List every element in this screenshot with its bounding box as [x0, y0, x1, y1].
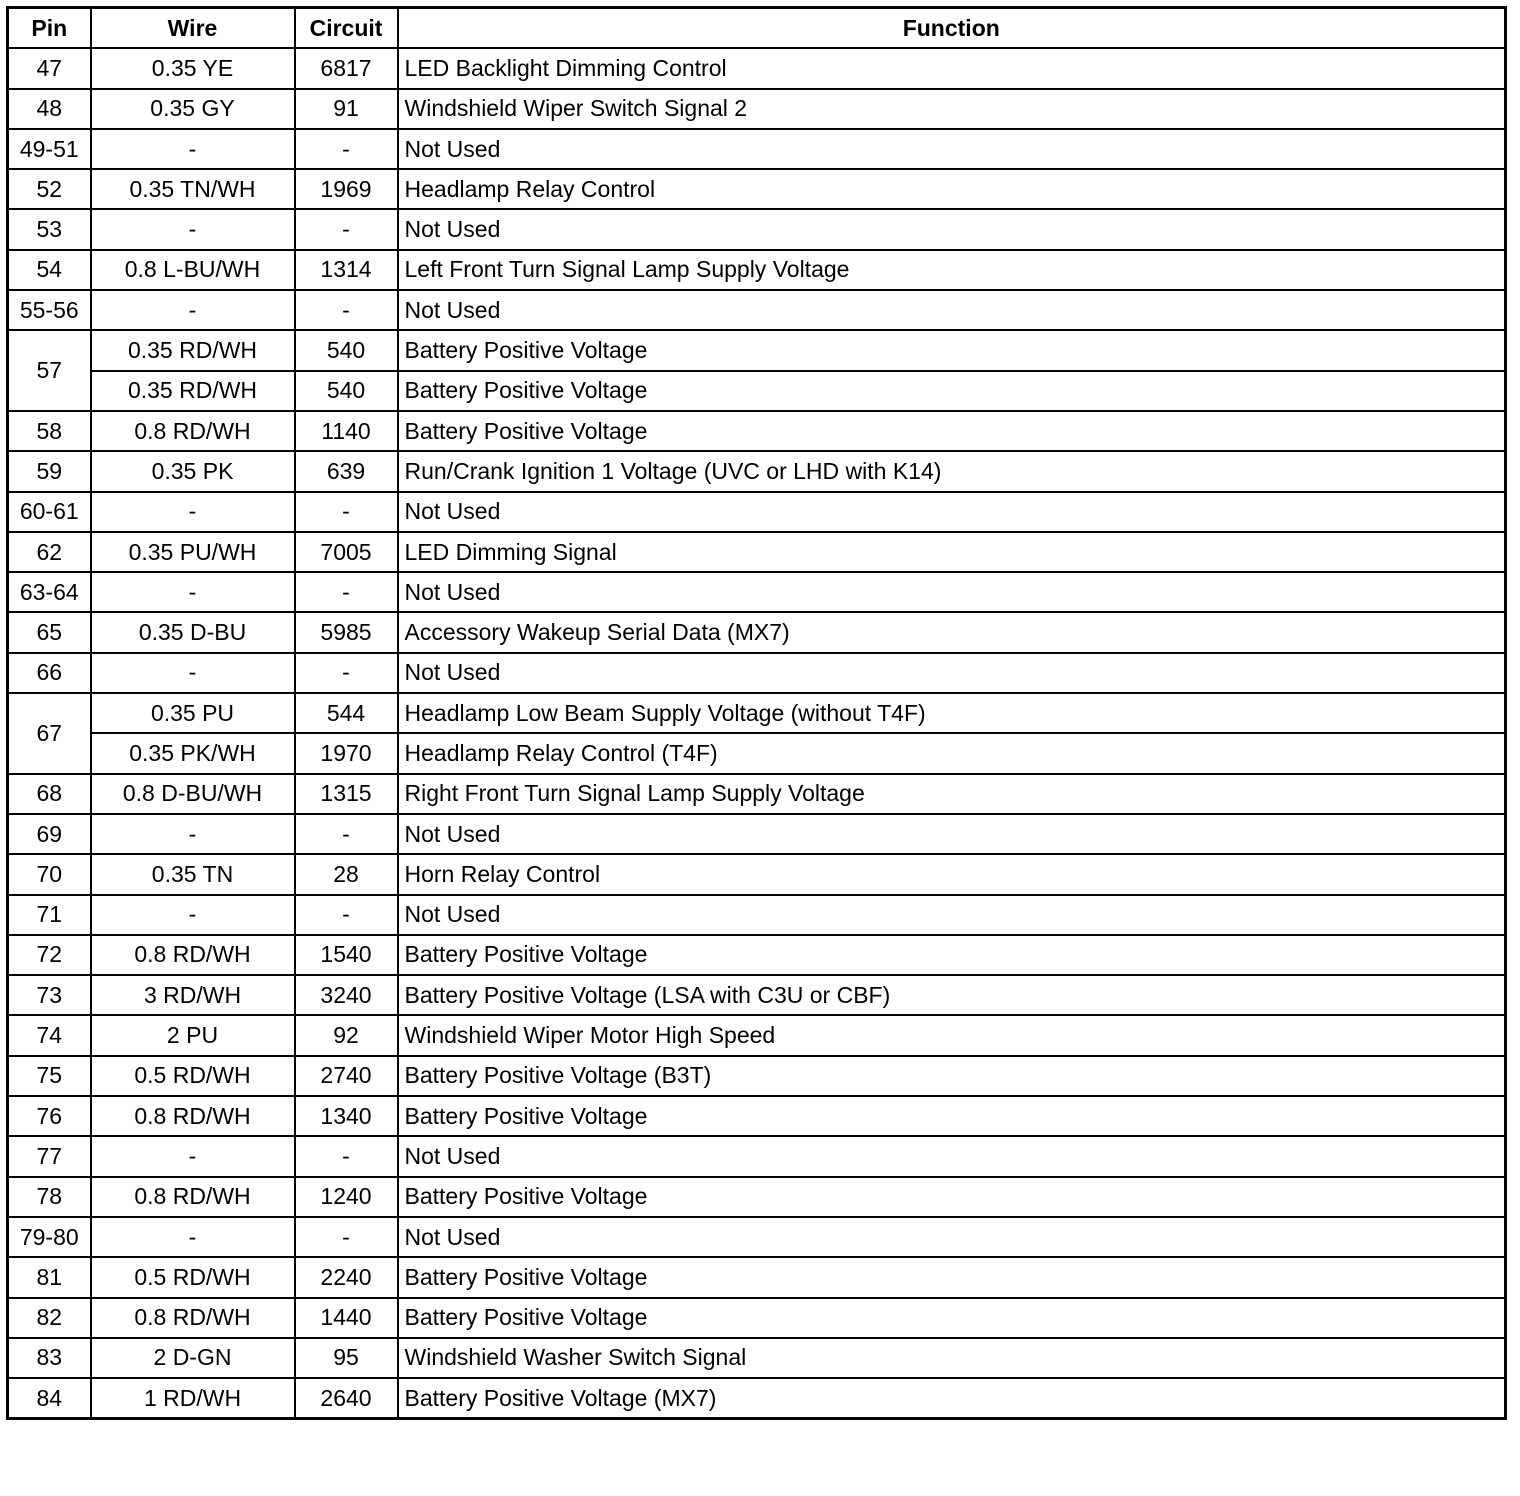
- wire-cell: 0.8 RD/WH: [91, 411, 295, 451]
- pin-cell: 49-51: [8, 129, 91, 169]
- function-cell: Not Used: [398, 209, 1506, 249]
- function-cell: Not Used: [398, 653, 1506, 693]
- wire-cell: -: [91, 1136, 295, 1176]
- circuit-cell: 7005: [295, 532, 398, 572]
- wire-cell: 0.8 L-BU/WH: [91, 250, 295, 290]
- circuit-cell: 28: [295, 854, 398, 894]
- function-cell: Windshield Wiper Motor High Speed: [398, 1015, 1506, 1055]
- wire-cell: -: [91, 572, 295, 612]
- pin-cell: 83: [8, 1338, 91, 1378]
- pin-cell: 75: [8, 1056, 91, 1096]
- circuit-cell: 5985: [295, 612, 398, 652]
- table-row: [8, 129, 1506, 169]
- pin-cell: 71: [8, 895, 91, 935]
- pin-cell: 48: [8, 89, 91, 129]
- table-row: [8, 371, 1506, 411]
- table-row: [8, 1015, 1506, 1055]
- wire-cell: 2 PU: [91, 1015, 295, 1055]
- wire-cell: 0.35 PK/WH: [91, 733, 295, 773]
- pin-cell: 53: [8, 209, 91, 249]
- pin-cell: 79-80: [8, 1217, 91, 1257]
- table-row: [8, 733, 1506, 773]
- wire-cell: 0.35 RD/WH: [91, 371, 295, 411]
- circuit-cell: -: [295, 209, 398, 249]
- wire-cell: 0.35 PK: [91, 451, 295, 491]
- wire-cell: -: [91, 653, 295, 693]
- table-row: [8, 975, 1506, 1015]
- table-row: [8, 330, 1506, 370]
- table-row: [8, 1338, 1506, 1378]
- circuit-cell: 92: [295, 1015, 398, 1055]
- function-cell: LED Backlight Dimming Control: [398, 48, 1506, 88]
- table-row: [8, 854, 1506, 894]
- function-cell: Battery Positive Voltage: [398, 1257, 1506, 1297]
- wire-cell: 0.5 RD/WH: [91, 1056, 295, 1096]
- wire-cell: 0.35 PU: [91, 693, 295, 733]
- function-cell: Not Used: [398, 129, 1506, 169]
- wire-cell: 3 RD/WH: [91, 975, 295, 1015]
- table-row: [8, 612, 1506, 652]
- table-row: [8, 1298, 1506, 1338]
- table-row: [8, 1217, 1506, 1257]
- table-row: [8, 1056, 1506, 1096]
- circuit-cell: 2740: [295, 1056, 398, 1096]
- wire-cell: 0.35 TN: [91, 854, 295, 894]
- table-row: [8, 1257, 1506, 1297]
- wire-cell: 0.35 TN/WH: [91, 169, 295, 209]
- wire-cell: 0.5 RD/WH: [91, 1257, 295, 1297]
- table-row: [8, 209, 1506, 249]
- pin-cell: 67: [8, 693, 91, 774]
- circuit-cell: 2640: [295, 1378, 398, 1419]
- pin-cell: 84: [8, 1378, 91, 1419]
- table-row: [8, 1096, 1506, 1136]
- circuit-cell: 540: [295, 371, 398, 411]
- function-cell: Run/Crank Ignition 1 Voltage (UVC or LHD with K14): [398, 451, 1506, 491]
- circuit-cell: -: [295, 1136, 398, 1176]
- pin-cell: 63-64: [8, 572, 91, 612]
- circuit-cell: 1340: [295, 1096, 398, 1136]
- wire-cell: 0.35 PU/WH: [91, 532, 295, 572]
- function-cell: Not Used: [398, 1217, 1506, 1257]
- table-row: [8, 89, 1506, 129]
- circuit-cell: 95: [295, 1338, 398, 1378]
- table-row: [8, 451, 1506, 491]
- table-row: [8, 290, 1506, 330]
- circuit-cell: 1540: [295, 935, 398, 975]
- function-cell: Battery Positive Voltage: [398, 1298, 1506, 1338]
- pin-cell: 81: [8, 1257, 91, 1297]
- table-row: [8, 1177, 1506, 1217]
- header-circuit: Circuit: [295, 8, 398, 49]
- wire-cell: 1 RD/WH: [91, 1378, 295, 1419]
- wire-cell: 0.35 RD/WH: [91, 330, 295, 370]
- table-body: [8, 48, 1506, 1419]
- pin-cell: 77: [8, 1136, 91, 1176]
- wire-cell: 0.8 RD/WH: [91, 1177, 295, 1217]
- function-cell: Battery Positive Voltage (B3T): [398, 1056, 1506, 1096]
- function-cell: Battery Positive Voltage: [398, 935, 1506, 975]
- circuit-cell: 91: [295, 89, 398, 129]
- pin-cell: 66: [8, 653, 91, 693]
- circuit-cell: 2240: [295, 1257, 398, 1297]
- table-row: [8, 572, 1506, 612]
- pin-cell: 54: [8, 250, 91, 290]
- header-function: Function: [398, 8, 1506, 49]
- circuit-cell: 544: [295, 693, 398, 733]
- circuit-cell: -: [295, 1217, 398, 1257]
- wire-cell: 0.35 D-BU: [91, 612, 295, 652]
- function-cell: Battery Positive Voltage: [398, 330, 1506, 370]
- pin-cell: 58: [8, 411, 91, 451]
- function-cell: Right Front Turn Signal Lamp Supply Voltage: [398, 774, 1506, 814]
- table-row: [8, 169, 1506, 209]
- wire-cell: -: [91, 814, 295, 854]
- circuit-cell: 1970: [295, 733, 398, 773]
- pin-cell: 57: [8, 330, 91, 411]
- wire-cell: 0.35 GY: [91, 89, 295, 129]
- table-row: [8, 411, 1506, 451]
- circuit-cell: 3240: [295, 975, 398, 1015]
- function-cell: Not Used: [398, 290, 1506, 330]
- wire-cell: 0.35 YE: [91, 48, 295, 88]
- table-row: [8, 935, 1506, 975]
- wire-cell: 0.8 RD/WH: [91, 1298, 295, 1338]
- pin-cell: 47: [8, 48, 91, 88]
- circuit-cell: 1440: [295, 1298, 398, 1338]
- circuit-cell: -: [295, 129, 398, 169]
- wire-cell: 0.8 D-BU/WH: [91, 774, 295, 814]
- circuit-cell: -: [295, 653, 398, 693]
- function-cell: Not Used: [398, 814, 1506, 854]
- circuit-cell: 1314: [295, 250, 398, 290]
- circuit-cell: 1315: [295, 774, 398, 814]
- function-cell: Battery Positive Voltage: [398, 1177, 1506, 1217]
- circuit-cell: 1240: [295, 1177, 398, 1217]
- pin-cell: 78: [8, 1177, 91, 1217]
- table-row: [8, 895, 1506, 935]
- table-row: [8, 693, 1506, 733]
- pin-cell: 70: [8, 854, 91, 894]
- table-header: [8, 8, 1506, 49]
- header-wire: Wire: [91, 8, 295, 49]
- wire-cell: -: [91, 895, 295, 935]
- function-cell: Battery Positive Voltage (LSA with C3U or CBF): [398, 975, 1506, 1015]
- pin-cell: 72: [8, 935, 91, 975]
- circuit-cell: -: [295, 492, 398, 532]
- function-cell: Left Front Turn Signal Lamp Supply Voltage: [398, 250, 1506, 290]
- wire-cell: -: [91, 290, 295, 330]
- function-cell: Not Used: [398, 1136, 1506, 1176]
- table-row: [8, 48, 1506, 88]
- table-row: [8, 1378, 1506, 1419]
- header-row: [8, 8, 1506, 49]
- function-cell: Not Used: [398, 895, 1506, 935]
- pin-cell: 52: [8, 169, 91, 209]
- wire-cell: 0.8 RD/WH: [91, 935, 295, 975]
- pin-cell: 55-56: [8, 290, 91, 330]
- circuit-cell: 540: [295, 330, 398, 370]
- table-row: [8, 492, 1506, 532]
- table-row: [8, 1136, 1506, 1176]
- table-row: [8, 653, 1506, 693]
- function-cell: Battery Positive Voltage (MX7): [398, 1378, 1506, 1419]
- pin-cell: 74: [8, 1015, 91, 1055]
- header-pin: Pin: [8, 8, 91, 49]
- circuit-cell: 6817: [295, 48, 398, 88]
- function-cell: LED Dimming Signal: [398, 532, 1506, 572]
- circuit-cell: -: [295, 572, 398, 612]
- pin-cell: 76: [8, 1096, 91, 1136]
- function-cell: Battery Positive Voltage: [398, 1096, 1506, 1136]
- function-cell: Windshield Washer Switch Signal: [398, 1338, 1506, 1378]
- table-row: [8, 250, 1506, 290]
- table-row: [8, 532, 1506, 572]
- table-row: [8, 774, 1506, 814]
- wire-cell: 0.8 RD/WH: [91, 1096, 295, 1136]
- pin-cell: 62: [8, 532, 91, 572]
- function-cell: Headlamp Low Beam Supply Voltage (without T4F): [398, 693, 1506, 733]
- circuit-cell: 1140: [295, 411, 398, 451]
- pin-cell: 65: [8, 612, 91, 652]
- circuit-cell: 1969: [295, 169, 398, 209]
- wire-cell: -: [91, 492, 295, 532]
- pin-cell: 69: [8, 814, 91, 854]
- function-cell: Not Used: [398, 492, 1506, 532]
- function-cell: Not Used: [398, 572, 1506, 612]
- pin-cell: 68: [8, 774, 91, 814]
- circuit-cell: 639: [295, 451, 398, 491]
- table-row: [8, 814, 1506, 854]
- wire-cell: -: [91, 129, 295, 169]
- function-cell: Headlamp Relay Control: [398, 169, 1506, 209]
- function-cell: Windshield Wiper Switch Signal 2: [398, 89, 1506, 129]
- pin-cell: 73: [8, 975, 91, 1015]
- pin-cell: 60-61: [8, 492, 91, 532]
- function-cell: Battery Positive Voltage: [398, 371, 1506, 411]
- wire-cell: -: [91, 1217, 295, 1257]
- circuit-cell: -: [295, 814, 398, 854]
- pin-cell: 59: [8, 451, 91, 491]
- function-cell: Headlamp Relay Control (T4F): [398, 733, 1506, 773]
- wire-cell: -: [91, 209, 295, 249]
- wire-cell: 2 D-GN: [91, 1338, 295, 1378]
- connector-pinout-table: [6, 6, 1507, 1420]
- circuit-cell: -: [295, 895, 398, 935]
- function-cell: Horn Relay Control: [398, 854, 1506, 894]
- circuit-cell: -: [295, 290, 398, 330]
- function-cell: Accessory Wakeup Serial Data (MX7): [398, 612, 1506, 652]
- pin-cell: 82: [8, 1298, 91, 1338]
- function-cell: Battery Positive Voltage: [398, 411, 1506, 451]
